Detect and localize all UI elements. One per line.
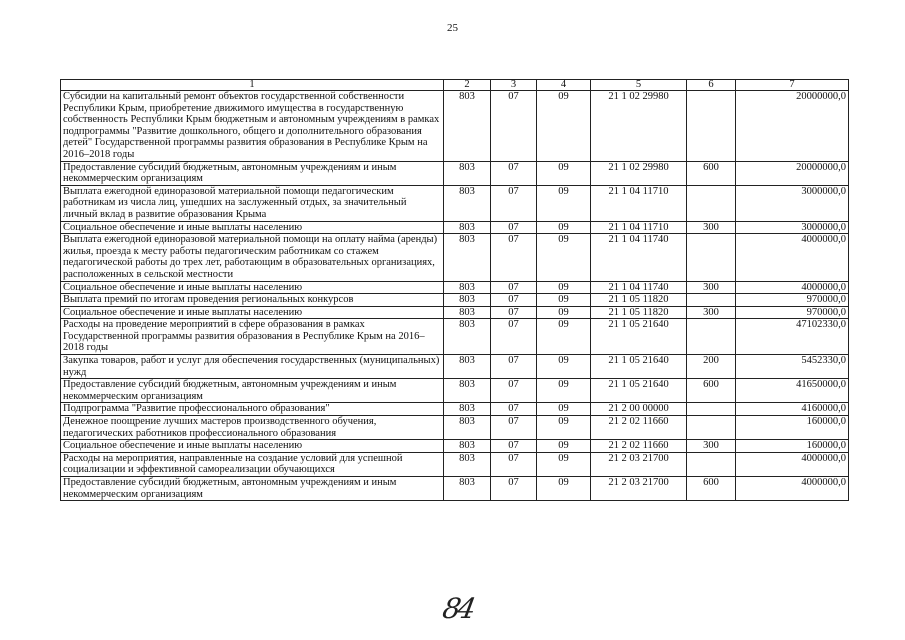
row-name-cell: Социальное обеспечение и иные выплаты населению [61,281,444,294]
row-csr-cell: 21 1 02 29980 [591,161,687,185]
row-rz-cell: 07 [491,281,537,294]
row-csr-cell: 21 1 04 11710 [591,185,687,221]
row-name-cell: Выплата ежегодной единоразовой материальной помощи педагогическим работникам из числа лиц, ушедших на заслуженный отдых, за значительный личный вклад в развитие образования Крыма [61,185,444,221]
row-amount-cell: 970000,0 [736,294,849,307]
row-vr-cell: 300 [687,306,736,319]
header-row [61,80,849,91]
table-row [61,281,849,294]
header-cell: 5 [591,80,687,91]
row-rz-cell: 07 [491,416,537,440]
row-name-cell: Социальное обеспечение и иные выплаты населению [61,306,444,319]
row-name-cell: Социальное обеспечение и иные выплаты населению [61,440,444,453]
row-vr-cell [687,319,736,355]
row-csr-cell: 21 1 04 11740 [591,281,687,294]
row-csr-cell: 21 2 02 11660 [591,416,687,440]
row-rz-cell: 07 [491,91,537,162]
row-ved-cell: 803 [444,416,491,440]
row-rz-cell: 07 [491,234,537,281]
row-rz-cell: 07 [491,403,537,416]
header-cell: 1 [61,80,444,91]
table-row [61,440,849,453]
table-row [61,234,849,281]
row-name-cell: Предоставление субсидий бюджетным, автономным учреждениям и иным некоммерческим организациям [61,477,444,501]
row-ved-cell: 803 [444,440,491,453]
row-ved-cell: 803 [444,452,491,476]
table-row [61,477,849,501]
row-pr-cell: 09 [537,281,591,294]
row-ved-cell: 803 [444,355,491,379]
row-pr-cell: 09 [537,477,591,501]
row-amount-cell: 47102330,0 [736,319,849,355]
row-pr-cell: 09 [537,161,591,185]
row-pr-cell: 09 [537,294,591,307]
row-pr-cell: 09 [537,221,591,234]
row-pr-cell: 09 [537,234,591,281]
table-row [61,403,849,416]
table-row [61,221,849,234]
row-name-cell: Расходы на проведение мероприятий в сфере образования в рамках Государственной программы развития образования в Республике Крым на 2016–2018 годы [61,319,444,355]
row-pr-cell: 09 [537,379,591,403]
row-name-cell: Денежное поощрение лучших мастеров производственного обучения, педагогических работников профессионального образования [61,416,444,440]
row-csr-cell: 21 1 04 11740 [591,234,687,281]
row-vr-cell: 300 [687,281,736,294]
row-rz-cell: 07 [491,161,537,185]
header-cell: 2 [444,80,491,91]
row-csr-cell: 21 1 04 11710 [591,221,687,234]
table-row [61,294,849,307]
row-rz-cell: 07 [491,440,537,453]
row-amount-cell: 20000000,0 [736,91,849,162]
row-name-cell: Закупка товаров, работ и услуг для обеспечения государственных (муниципальных) нужд [61,355,444,379]
row-amount-cell: 20000000,0 [736,161,849,185]
table-row [61,355,849,379]
header-cell: 6 [687,80,736,91]
row-csr-cell: 21 1 05 11820 [591,294,687,307]
row-csr-cell: 21 1 02 29980 [591,91,687,162]
row-amount-cell: 970000,0 [736,306,849,319]
row-ved-cell: 803 [444,91,491,162]
row-vr-cell [687,91,736,162]
row-amount-cell: 3000000,0 [736,221,849,234]
row-pr-cell: 09 [537,416,591,440]
row-ved-cell: 803 [444,161,491,185]
row-amount-cell: 4160000,0 [736,403,849,416]
header-cell: 7 [736,80,849,91]
row-rz-cell: 07 [491,477,537,501]
row-vr-cell [687,294,736,307]
header-cell: 4 [537,80,591,91]
row-vr-cell [687,234,736,281]
header-cell: 3 [491,80,537,91]
row-name-cell: Предоставление субсидий бюджетным, автономным учреждениям и иным некоммерческим организациям [61,379,444,403]
table-row [61,416,849,440]
row-pr-cell: 09 [537,306,591,319]
row-pr-cell: 09 [537,355,591,379]
row-rz-cell: 07 [491,452,537,476]
row-amount-cell: 160000,0 [736,440,849,453]
row-ved-cell: 803 [444,319,491,355]
row-name-cell: Расходы на мероприятия, направленные на создание условий для успешной социализации и эффективной самореализации обучающихся [61,452,444,476]
row-amount-cell: 4000000,0 [736,234,849,281]
row-vr-cell: 200 [687,355,736,379]
row-pr-cell: 09 [537,319,591,355]
row-rz-cell: 07 [491,319,537,355]
page-number: 25 [447,22,458,34]
row-pr-cell: 09 [537,185,591,221]
row-vr-cell [687,452,736,476]
row-name-cell: Выплата ежегодной единоразовой материальной помощи на оплату найма (аренды) жилья, проезда к месту работы педагогическим работникам со стажем педагогической работы до трех лет, работающим в образовательных организациях, расположенных в сельской местности [61,234,444,281]
row-rz-cell: 07 [491,185,537,221]
table-row [61,319,849,355]
row-csr-cell: 21 2 00 00000 [591,403,687,416]
row-ved-cell: 803 [444,294,491,307]
row-amount-cell: 160000,0 [736,416,849,440]
row-csr-cell: 21 2 02 11660 [591,440,687,453]
row-ved-cell: 803 [444,221,491,234]
row-name-cell: Выплата премий по итогам проведения региональных конкурсов [61,294,444,307]
row-vr-cell: 600 [687,161,736,185]
row-csr-cell: 21 1 05 21640 [591,355,687,379]
row-ved-cell: 803 [444,477,491,501]
row-vr-cell [687,185,736,221]
row-vr-cell [687,416,736,440]
row-amount-cell: 5452330,0 [736,355,849,379]
row-pr-cell: 09 [537,440,591,453]
row-rz-cell: 07 [491,306,537,319]
row-ved-cell: 803 [444,234,491,281]
row-ved-cell: 803 [444,185,491,221]
table-row [61,306,849,319]
row-amount-cell: 3000000,0 [736,185,849,221]
row-csr-cell: 21 1 05 21640 [591,319,687,355]
row-name-cell: Социальное обеспечение и иные выплаты населению [61,221,444,234]
row-amount-cell: 4000000,0 [736,452,849,476]
row-pr-cell: 09 [537,403,591,416]
row-csr-cell: 21 1 05 21640 [591,379,687,403]
row-name-cell: Субсидии на капитальный ремонт объектов государственной собственности Республики Крым, приобретение движимого имущества в государственную собственность Республики Крым бюджетным и автономным учреждениям в рамках подпрограммы "Развитие дошкольного, общего и дополнительного образования детей" Государственной программы развития образования в Республике Крым на 2016–2018 годы [61,91,444,162]
row-name-cell: Предоставление субсидий бюджетным, автономным учреждениям и иным некоммерческим организациям [61,161,444,185]
row-vr-cell [687,403,736,416]
row-amount-cell: 41650000,0 [736,379,849,403]
handwritten-mark: 84 [440,592,476,625]
row-ved-cell: 803 [444,403,491,416]
table-row [61,161,849,185]
row-pr-cell: 09 [537,91,591,162]
table-row [61,185,849,221]
table-row [61,452,849,476]
row-name-cell: Подпрограмма "Развитие профессионального образования" [61,403,444,416]
row-csr-cell: 21 1 05 11820 [591,306,687,319]
row-amount-cell: 4000000,0 [736,281,849,294]
row-rz-cell: 07 [491,221,537,234]
row-csr-cell: 21 2 03 21700 [591,452,687,476]
row-ved-cell: 803 [444,379,491,403]
row-vr-cell: 600 [687,477,736,501]
table-row [61,91,849,162]
row-rz-cell: 07 [491,294,537,307]
row-rz-cell: 07 [491,355,537,379]
row-amount-cell: 4000000,0 [736,477,849,501]
row-csr-cell: 21 2 03 21700 [591,477,687,501]
row-ved-cell: 803 [444,306,491,319]
row-rz-cell: 07 [491,379,537,403]
row-vr-cell: 600 [687,379,736,403]
row-pr-cell: 09 [537,452,591,476]
row-vr-cell: 300 [687,221,736,234]
row-vr-cell: 300 [687,440,736,453]
row-ved-cell: 803 [444,281,491,294]
budget-table [60,79,849,501]
table-row [61,379,849,403]
